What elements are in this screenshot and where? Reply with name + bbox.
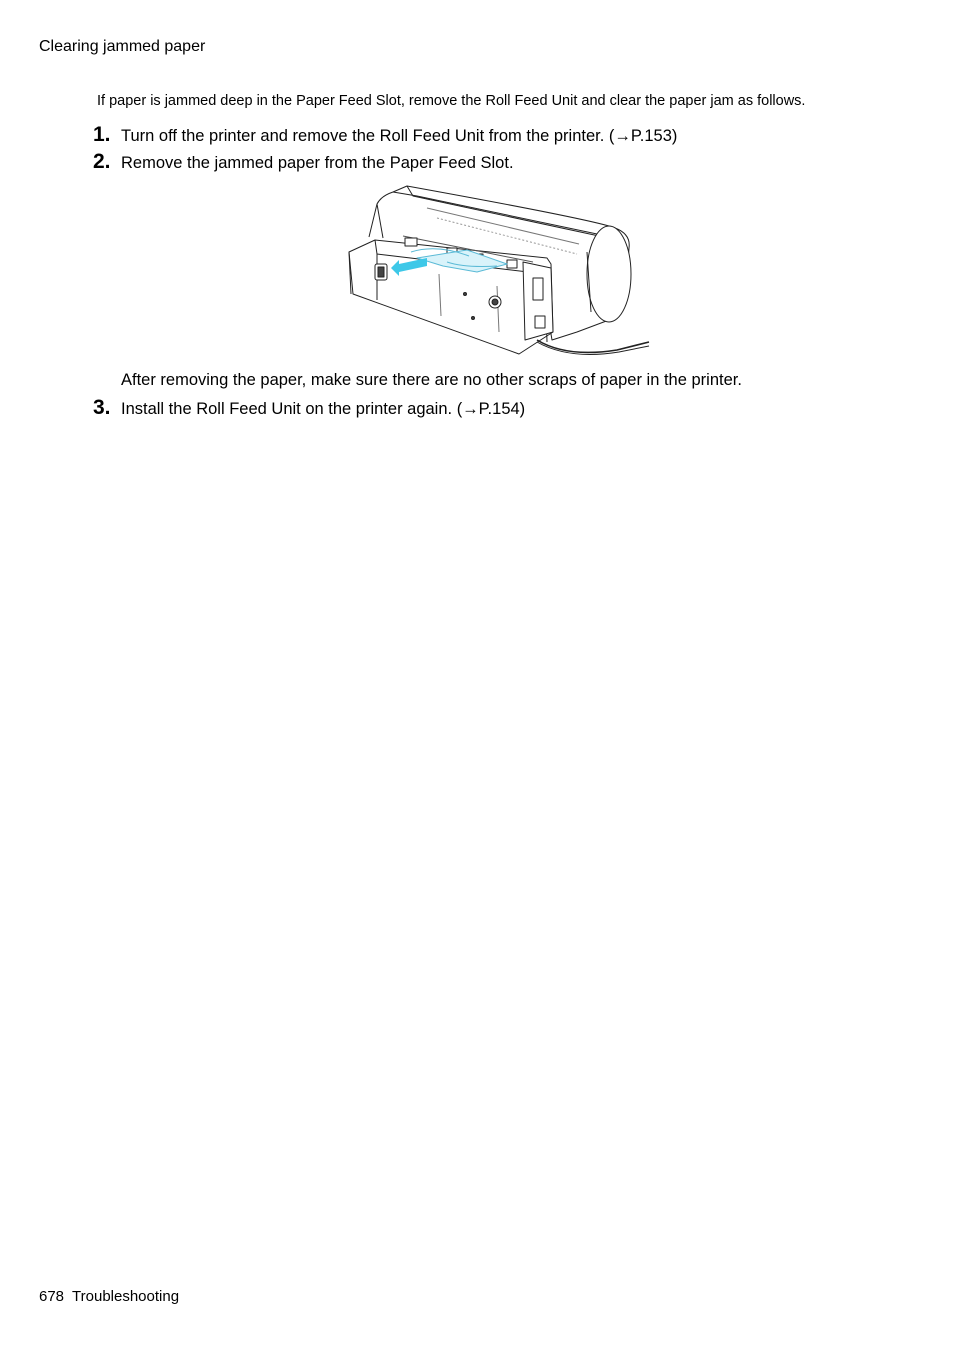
step-text: Turn off the printer and remove the Roll Feed Unit from the printer. (→P.153) bbox=[121, 127, 678, 145]
section-name: Troubleshooting bbox=[72, 1288, 180, 1305]
step-2 bbox=[93, 150, 514, 174]
printer-paper-jam-illustration bbox=[347, 182, 650, 358]
page-footer bbox=[39, 1288, 179, 1306]
step-text: Install the Roll Feed Unit on the printer again. (→P.154) bbox=[121, 400, 526, 418]
page-title: Clearing jammed paper bbox=[39, 38, 206, 55]
intro-paragraph: If paper is jammed deep in the Paper Feed Slot, remove the Roll Feed Unit and clear the paper jam as follows. bbox=[97, 93, 806, 109]
step-number: 2. bbox=[93, 150, 111, 173]
post-removal-note: After removing the paper, make sure there are no other scraps of paper in the printer. bbox=[121, 371, 742, 389]
step-number: 1. bbox=[93, 123, 111, 146]
printer-icon bbox=[347, 182, 650, 358]
page-number: 678 bbox=[39, 1288, 65, 1305]
step-3 bbox=[93, 396, 525, 420]
step-1 bbox=[93, 123, 677, 147]
step-number: 3. bbox=[93, 396, 111, 419]
step-text: Remove the jammed paper from the Paper Feed Slot. bbox=[121, 154, 514, 172]
